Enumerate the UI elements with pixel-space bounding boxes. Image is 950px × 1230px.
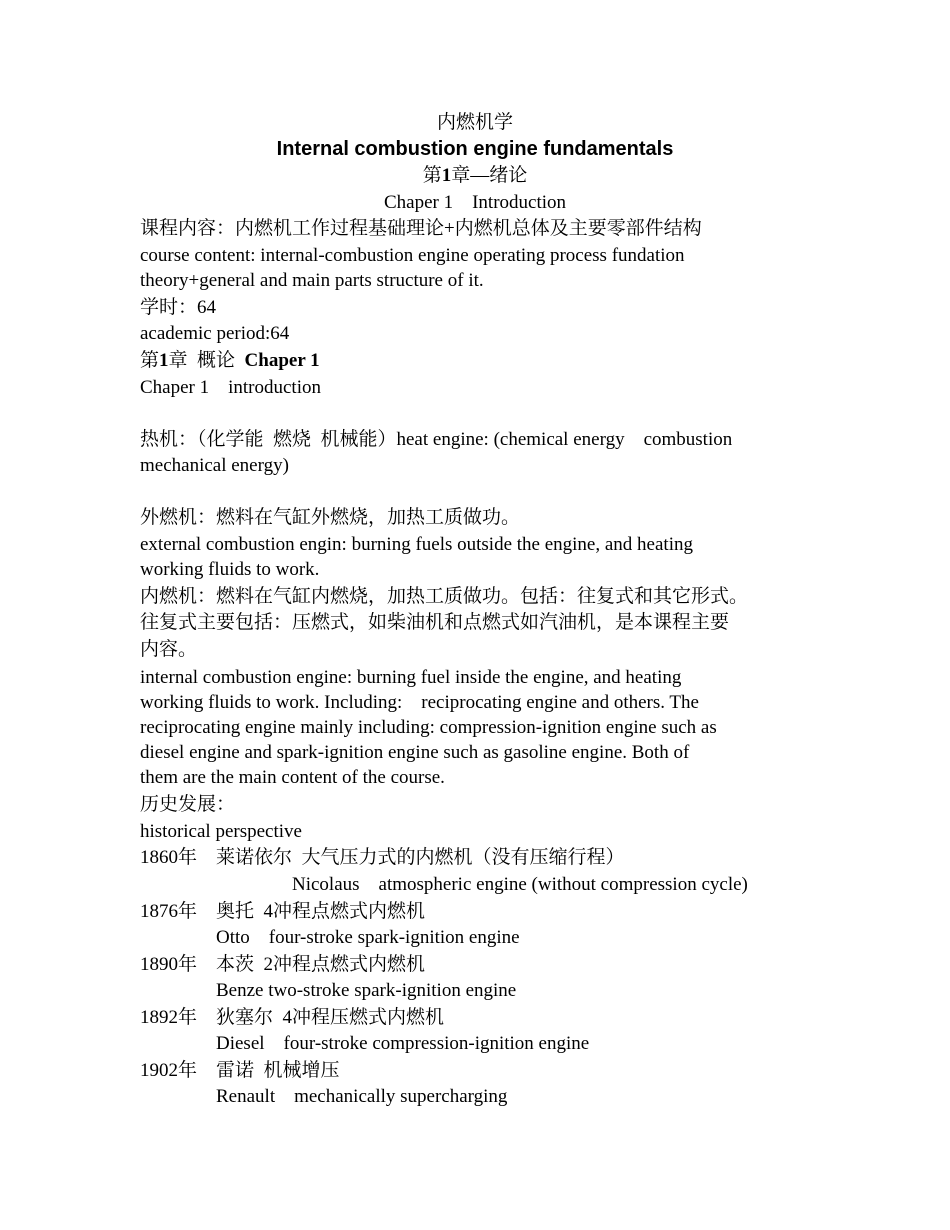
- hours-english: academic period:64: [140, 323, 290, 344]
- internal-combustion-english-line2: working fluids to work. Including: reciprocating engine and others. The: [140, 692, 699, 713]
- internal-combustion-english-line5: them are the main content of the course.: [140, 767, 445, 788]
- internal-combustion-english-line3: reciprocating engine mainly including: compression-ignition engine such as: [140, 717, 717, 738]
- timeline-chinese: 本茨 2冲程点燃式内燃机: [216, 954, 426, 975]
- chapter-line-chinese: 第1章 概论 Chaper 1: [140, 350, 320, 371]
- timeline-entry-1902: [140, 1061, 340, 1080]
- timeline-year: 1902年: [140, 1060, 198, 1081]
- timeline-english-1890: Benze two-stroke spark-ignition engine: [216, 980, 517, 1001]
- timeline-entry-1860: [140, 848, 625, 867]
- course-content-english-line2: theory+general and main parts structure of it.: [140, 270, 484, 291]
- course-content-english-line1: course content: internal-combustion engine operating process fundation: [140, 245, 685, 266]
- course-content-chinese: 课程内容：内燃机工作过程基础理论+内燃机总体及主要零部件结构: [140, 218, 702, 239]
- external-combustion-english-line1: external combustion engin: burning fuels outside the engine, and heating: [140, 534, 693, 555]
- history-heading-chinese: 历史发展：: [140, 794, 236, 815]
- timeline-entry-1892: [140, 1008, 444, 1027]
- internal-combustion-chinese-line2: 往复式主要包括：压燃式，如柴油机和点燃式如汽油机，是本课程主要: [140, 612, 730, 633]
- timeline-chinese: 奥托 4冲程点燃式内燃机: [216, 901, 426, 922]
- hours-chinese: 学时：64: [140, 297, 217, 318]
- heat-engine-line1: 热机：（化学能 燃烧 机械能）heat engine: (chemical energy combustion: [140, 429, 733, 450]
- external-combustion-chinese: 外燃机：燃料在气缸外燃烧，加热工质做功。: [140, 507, 521, 528]
- title-english: Internal combustion engine fundamentals: [276, 138, 674, 160]
- history-heading-english: historical perspective: [140, 821, 302, 842]
- title-chinese: 内燃机学: [436, 112, 513, 133]
- timeline-chinese: 狄塞尔 4冲程压燃式内燃机: [216, 1007, 445, 1028]
- timeline-english-1892: Diesel four-stroke compression-ignition engine: [216, 1033, 590, 1054]
- timeline-english-1860: Nicolaus atmospheric engine (without compression cycle): [292, 874, 748, 895]
- timeline-english-1902: Renault mechanically supercharging: [216, 1086, 508, 1107]
- chapter-heading-chinese: 第1章—绪论: [422, 165, 528, 186]
- external-combustion-english-line2: working fluids to work.: [140, 559, 320, 580]
- timeline-chinese: 莱诺依尔 大气压力式的内燃机（没有压缩行程）: [216, 847, 625, 868]
- chapter-heading-english: Chaper 1 Introduction: [383, 192, 567, 213]
- timeline-year: 1860年: [140, 847, 198, 868]
- timeline-year: 1890年: [140, 954, 198, 975]
- internal-combustion-chinese-line3: 内容。: [140, 639, 198, 660]
- timeline-year: 1876年: [140, 901, 198, 922]
- heat-engine-line2: mechanical energy): [140, 455, 289, 476]
- timeline-entry-1876: [140, 902, 425, 921]
- timeline-entry-1890: [140, 955, 425, 974]
- chapter-line-english: Chaper 1 introduction: [140, 377, 321, 398]
- timeline-english-1876: Otto four-stroke spark-ignition engine: [216, 927, 520, 948]
- internal-combustion-chinese-line1: 内燃机：燃料在气缸内燃烧，加热工质做功。包括：往复式和其它形式。: [140, 586, 749, 607]
- internal-combustion-english-line1: internal combustion engine: burning fuel inside the engine, and heating: [140, 667, 682, 688]
- timeline-year: 1892年: [140, 1007, 198, 1028]
- timeline-chinese: 雷诺 机械增压: [216, 1060, 340, 1081]
- internal-combustion-english-line4: diesel engine and spark-ignition engine such as gasoline engine. Both of: [140, 742, 690, 763]
